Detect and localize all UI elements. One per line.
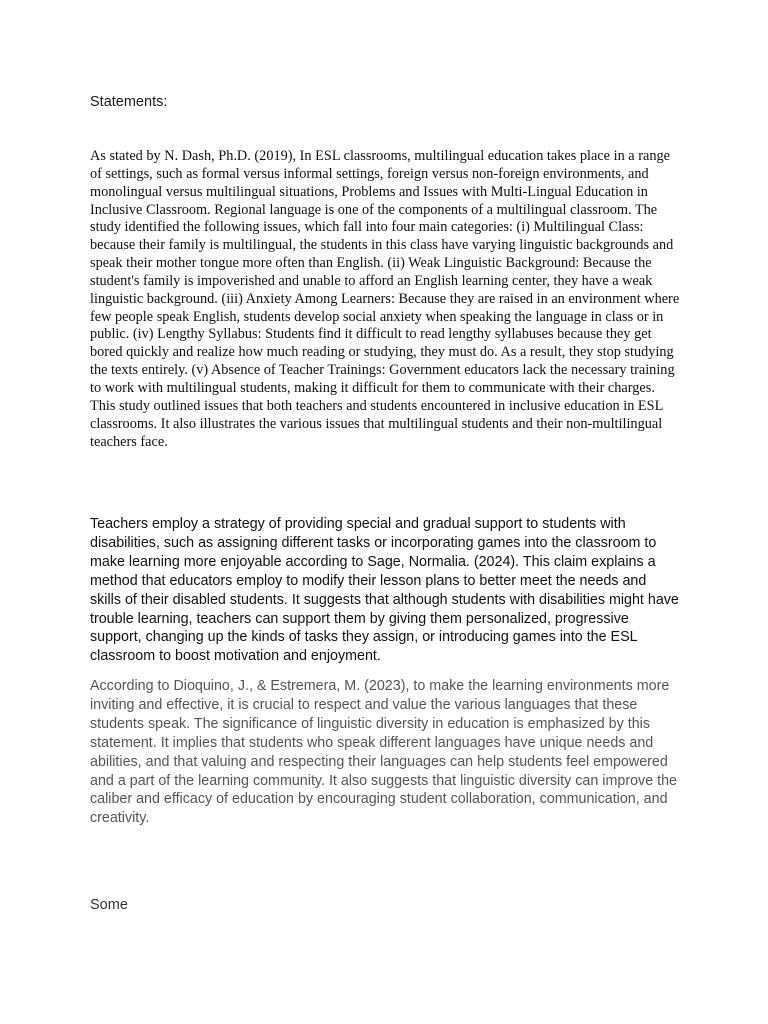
paragraph-dash-2019: As stated by N. Dash, Ph.D. (2019), In ESL classrooms, multilingual education takes place in a range of settings, such as formal versus informal settings, foreign versus non-foreign environments, and monolingual versus multilingual situations, Problems and Issues with Multi-Lingual Education in Inclusive Classroom. Regional language is one of the components of a multilingual classroom. The study identified the following issues, which fall into four main categories: (i) Multilingual Class: because their family is multilingual, the students in this class have varying linguistic backgrounds and speak their mother tongue more often than English. (ii) Weak Linguistic Background: Because the student's family is impoverished and unable to afford an English learning center, they have a weak linguistic background. (iii) Anxiety Among Learners: Because they are raised in an environment where few people speak English, students develop social anxiety when speaking the language in class or in public. (iv) Lengthy Syllabus: Students find it difficult to read lengthy syllabuses because they get bored quickly and realize how much reading or studying, they must do. As a result, they stop studying the texts entirely. (v) Absence of Teacher Trainings: Government educators lack the necessary training to work with multilingual students, making it difficult for them to communicate with their charges. This study outlined issues that both teachers and students encountered in inclusive education in ESL classrooms. It also illustrates the various issues that multilingual students and their non-multilingual teachers face. <box>90 148 680 450</box>
paragraph-sage-2024: Teachers employ a strategy of providing special and gradual support to students with disabilities, such as assigning different tasks or incorporating games into the classroom to make learning more enjoyable according to Sage, Normalia. (2024). This claim explains a method that educators employ to modify their lesson plans to better meet the needs and skills of their disabled students. It suggests that although students with disabilities might have trouble learning, teachers can support them by giving them personalized, progressive support, changing up the kinds of tasks they assign, or introducing games into the ESL classroom to boost motivation and enjoyment. <box>90 516 679 665</box>
paragraph-dioquino-2023: According to Dioquino, J., & Estremera, M. (2023), to make the learning environments more inviting and effective, it is crucial to respect and value the various languages that these students speak. The significance of linguistic diversity in education is emphasized by this statement. It implies that students who speak different languages have unique needs and abilities, and that valuing and respecting their languages can help students feel empowered and a part of the learning community. It also suggests that linguistic diversity can improve the caliber and efficacy of education by encouraging student collaboration, communication, and creativity. <box>90 678 677 827</box>
section-heading: Statements: <box>90 94 168 110</box>
trailing-text: Some <box>90 897 128 913</box>
